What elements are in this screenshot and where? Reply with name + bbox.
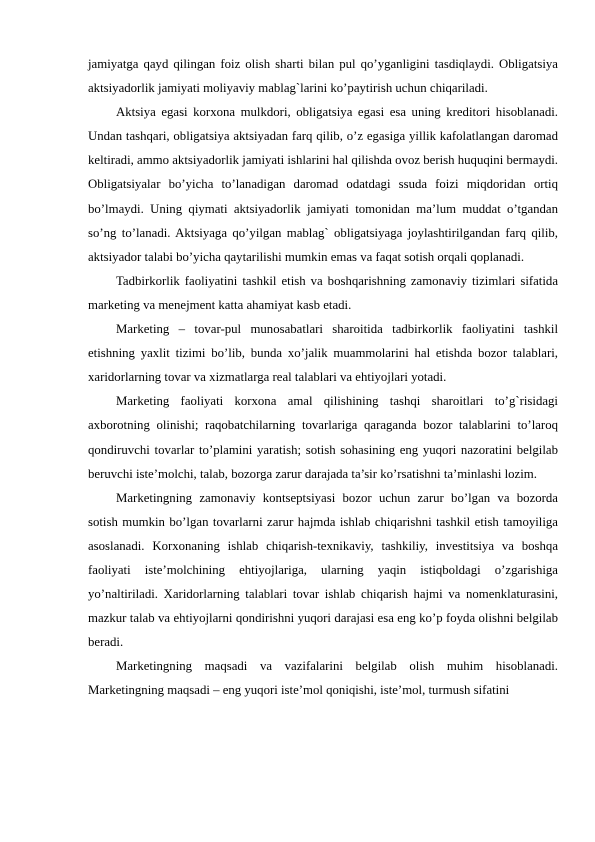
- paragraph-continuation: jamiyatga qayd qilingan foiz olish sharti bilan pul qo’yganligini tasdiqlaydi. Obligatsiya aktsiyadorlik jamiyati moliyaviy mablag`larini ko’paytirish uchun chiqariladi.: [88, 57, 558, 96]
- paragraph-shares-vs-bonds: Aktsiya egasi korxona mulkdori, obligatsiya egasi esa uning kreditori hisoblanadi. Undan tashqari, obligatsiya aktsiyadan farq qilib, o’z egasiga yillik kafolatlangan daromad keltiradi, ammo aktsiyadorlik jamiyati ishlarini hal qilishda ovoz berish huquqini bermaydi. Obligatsiyalar bo’yicha to’lanadigan daromad odatdagi ssuda foizi miqdoridan ortiq bo’lmaydi. Uning qiymati aktsiyadorlik jamiyati tomonidan ma’lum muddat o’tgandan so’ng to’lanadi. Aktsiyaga qo’yilgan mablag` obligatsiyaga joylashtirilgandan farq qilib, aktsiyador talabi bo’yicha qaytarilishi mumkin emas va faqat sotish orqali qoplanadi.: [88, 105, 558, 264]
- paragraph-marketing-goals: Marketingning maqsadi va vazifalarini belgilab olish muhim hisoblanadi. Marketingning maqsadi – eng yuqori iste’mol qoniqishi, iste’mol, turmush sifatini: [88, 659, 558, 698]
- paragraph-marketing-definition: Marketing – tovar-pul munosabatlari sharoitida tadbirkorlik faoliyatini tashkil etishning yaxlit tizimi bo’lib, bunda xo’jalik muammolarini hal etishda bozor talablari, xaridorlarning tovar va xizmatlarga real talablari va ehtiyojlari yotadi.: [88, 322, 558, 385]
- paragraph-entrepreneurship: Tadbirkorlik faoliyatini tashkil etish va boshqarishning zamonaviy tizimlari sifatida marketing va menejment katta ahamiyat kasb etadi.: [88, 273, 558, 312]
- paragraph-marketing-concept: Marketingning zamonaviy kontseptsiyasi bozor uchun zarur bo’lgan va bozorda sotish mumkin bo’lgan tovarlarni zarur hajmda ishlab chiqarishni tashkil etish tamoyiliga asoslanadi. Korxonaning ishlab chiqarish-texnikaviy, tashkiliy, investitsiya va boshqa faoliyati iste’molchining ehtiyojlariga, ularning yaqin istiqboldagi o’zgarishiga yo’naltiriladi. Xaridorlarning talablari tovar ishlab chiqarish hajmi va nomenklaturasini, mazkur talab va ehtiyojlarni qondirishni yuqori darajasi esa eng ko’p foyda olishni belgilab beradi.: [88, 490, 558, 650]
- paragraph-marketing-activity: Marketing faoliyati korxona amal qilishining tashqi sharoitlari to’g`risidagi axborotning olinishi; raqobatchilarning tovarlariga qaraganda bozor talablarini to’laroq qondiruvchi tovarlar to’plamini yaratish; sotish sohasining eng yuqori nazoratini belgilab beruvchi iste’molchi, talab, bozorga zarur darajada ta’sir ko’rsatishni ta’minlashi lozim.: [88, 394, 558, 481]
- document-page: [88, 52, 558, 703]
